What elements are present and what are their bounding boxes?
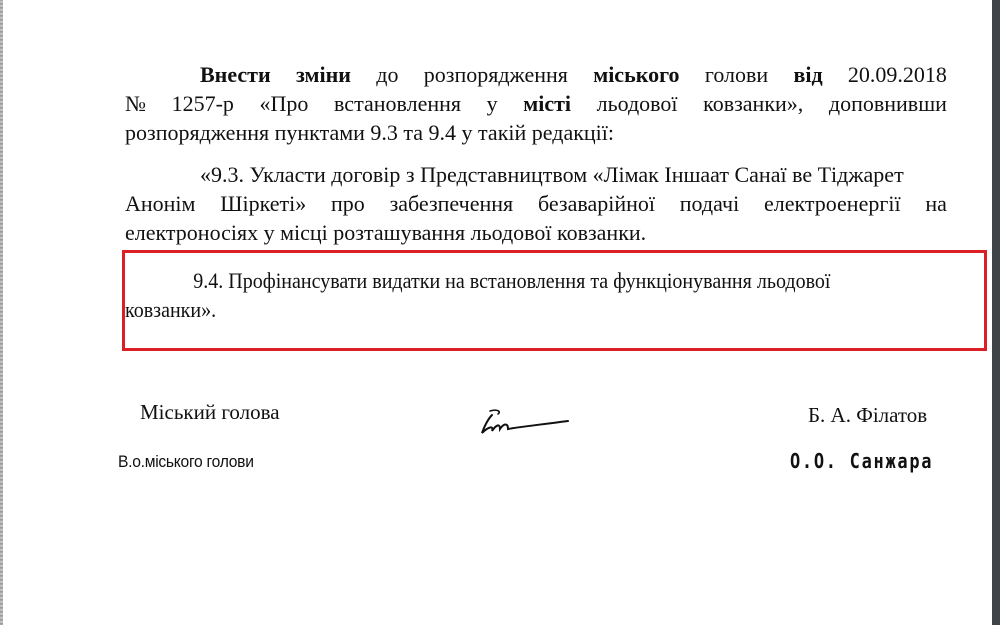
mayor-title: Міський голова <box>140 400 280 424</box>
acting-mayor-name-stamp: О.О. Санжара <box>790 449 934 473</box>
word: до <box>376 62 399 87</box>
word: на <box>925 191 947 216</box>
item-9-3-line-2 <box>125 189 947 218</box>
item-9-4-line-2: ковзанки». <box>125 297 217 322</box>
intro-line-2 <box>125 89 947 118</box>
item-9-3-line-1: «9.3. Укласти договір з Представництвом «Лімак Іншаат Санаї ве Тіджарет <box>200 162 904 187</box>
word: 1257-р <box>171 91 234 116</box>
word: льодової <box>596 91 678 116</box>
word: Анонім <box>125 191 196 216</box>
word: «Про <box>259 91 309 116</box>
intro-line-1 <box>125 60 947 89</box>
word: ковзанки», <box>703 91 804 116</box>
word: міського <box>593 62 680 87</box>
word: у <box>486 91 498 116</box>
word: про <box>331 191 365 216</box>
word: № <box>125 91 146 116</box>
word: доповнивши <box>828 91 947 116</box>
word: безаварійної <box>537 191 655 216</box>
word: голови <box>704 62 769 87</box>
word: зміни <box>295 62 351 87</box>
word: встановлення <box>334 91 461 116</box>
word: Шіркеті» <box>220 191 307 216</box>
word: місті <box>523 91 571 116</box>
intro-line-3: розпорядження пунктами 9.3 та 9.4 у такій редакції: <box>125 120 615 145</box>
item-9-3-line-3: електроносіях у місці розташування льодової ковзанки. <box>125 220 647 245</box>
item-9-4-paragraph <box>125 266 947 324</box>
word: забезпечення <box>389 191 514 216</box>
word: від <box>793 62 823 87</box>
acting-mayor-title: В.о.міського голови <box>118 452 254 471</box>
scan-left-edge <box>0 0 3 625</box>
word: Внести <box>200 62 271 87</box>
viewer-right-border <box>992 0 1000 625</box>
mayor-name: Б. А. Філатов <box>808 403 928 427</box>
word: подачі <box>679 191 740 216</box>
word: електроенергії <box>763 191 901 216</box>
word: розпорядження <box>423 62 568 87</box>
handwritten-signature-icon <box>478 405 578 440</box>
item-9-3-paragraph <box>125 160 947 247</box>
intro-paragraph <box>125 60 947 147</box>
item-9-4-line-1: 9.4. Профінансувати видатки на встановлення та функціонування льодової <box>193 268 831 293</box>
word: 20.09.2018 <box>847 62 947 87</box>
